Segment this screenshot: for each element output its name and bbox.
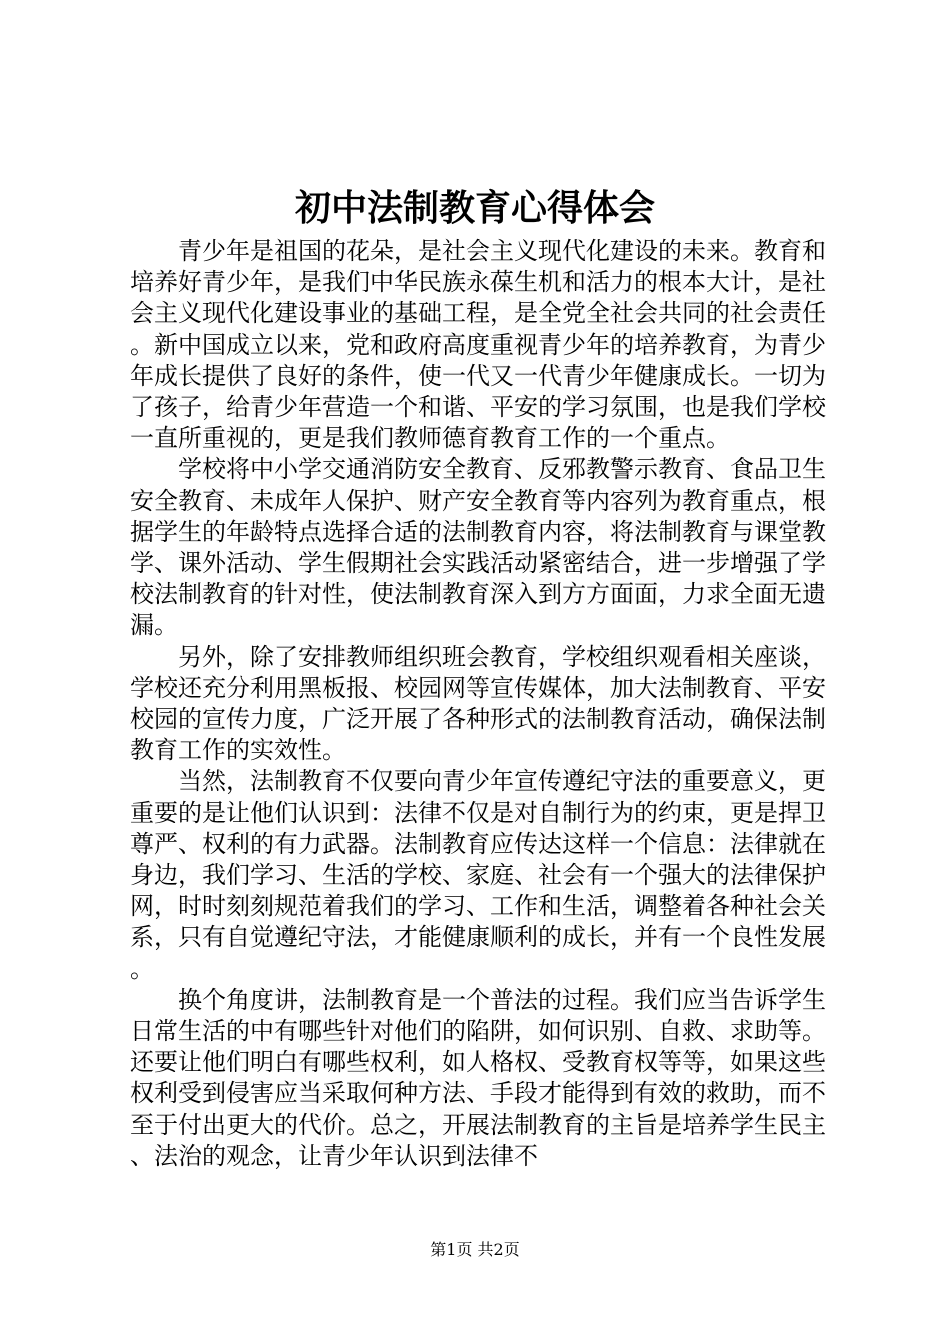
paragraph-4: 当然，法制教育不仅要向青少年宣传遵纪守法的重要意义，更重要的是让他们认识到：法律不仅是对自制行为的约束，更是捍卫尊严、权利的有力武器。法制教育应传达这样一个信息：法律就在身边，我们学习、生活的学校、家庭、社会有一个强大的法律保护网，时时刻刻规范着我们的学习、工作和生活，调整着各种社会关系，只有自觉遵纪守法，才能健康顺利的成长，并有一个良性发展。 <box>130 767 826 983</box>
paragraph-2: 学校将中小学交通消防安全教育、反邪教警示教育、食品卫生安全教育、未成年人保护、财产安全教育等内容列为教育重点，根据学生的年龄特点选择合适的法制教育内容，将法制教育与课堂教学、课外活动、学生假期社会实践活动紧密结合，进一步增强了学校法制教育的针对性，使法制教育深入到方方面面，力求全面无遗漏。 <box>130 455 826 640</box>
document-title: 初中法制教育心得体会 <box>294 187 655 229</box>
paragraph-3: 另外，除了安排教师组织班会教育，学校组织观看相关座谈，学校还充分利用黑板报、校园网等宣传媒体，加大法制教育、平安校园的宣传力度，广泛开展了各种形式的法制教育活动，确保法制教育工作的实效性。 <box>130 642 826 765</box>
paragraph-1: 青少年是祖国的花朵，是社会主义现代化建设的未来。教育和培养好青少年，是我们中华民族永葆生机和活力的根本大计，是社会主义现代化建设事业的基础工程，是全党全社会共同的社会责任。新中国成立以来，党和政府高度重视青少年的培养教育，为青少年成长提供了良好的条件，使一代又一代青少年健康成长。一切为了孩子，给青少年营造一个和谐、平安的学习氛围，也是我们学校一直所重视的，更是我们教师德育教育工作的一个重点。 <box>130 237 826 453</box>
document-body <box>130 236 826 1172</box>
page-number-footer: 第1页 共2页 <box>430 1240 520 1259</box>
paragraph-5: 换个角度讲，法制教育是一个普法的过程。我们应当告诉学生日常生活的中有哪些针对他们的陷阱，如何识别、自救、求助等。还要让他们明白有哪些权利，如人格权、受教育权等等，如果这些权利受到侵害应当采取何种方法、手段才能得到有效的救助，而不至于付出更大的代价。总之，开展法制教育的主旨是培养学生民主、法治的观念，让青少年认识到法律不 <box>130 985 826 1170</box>
